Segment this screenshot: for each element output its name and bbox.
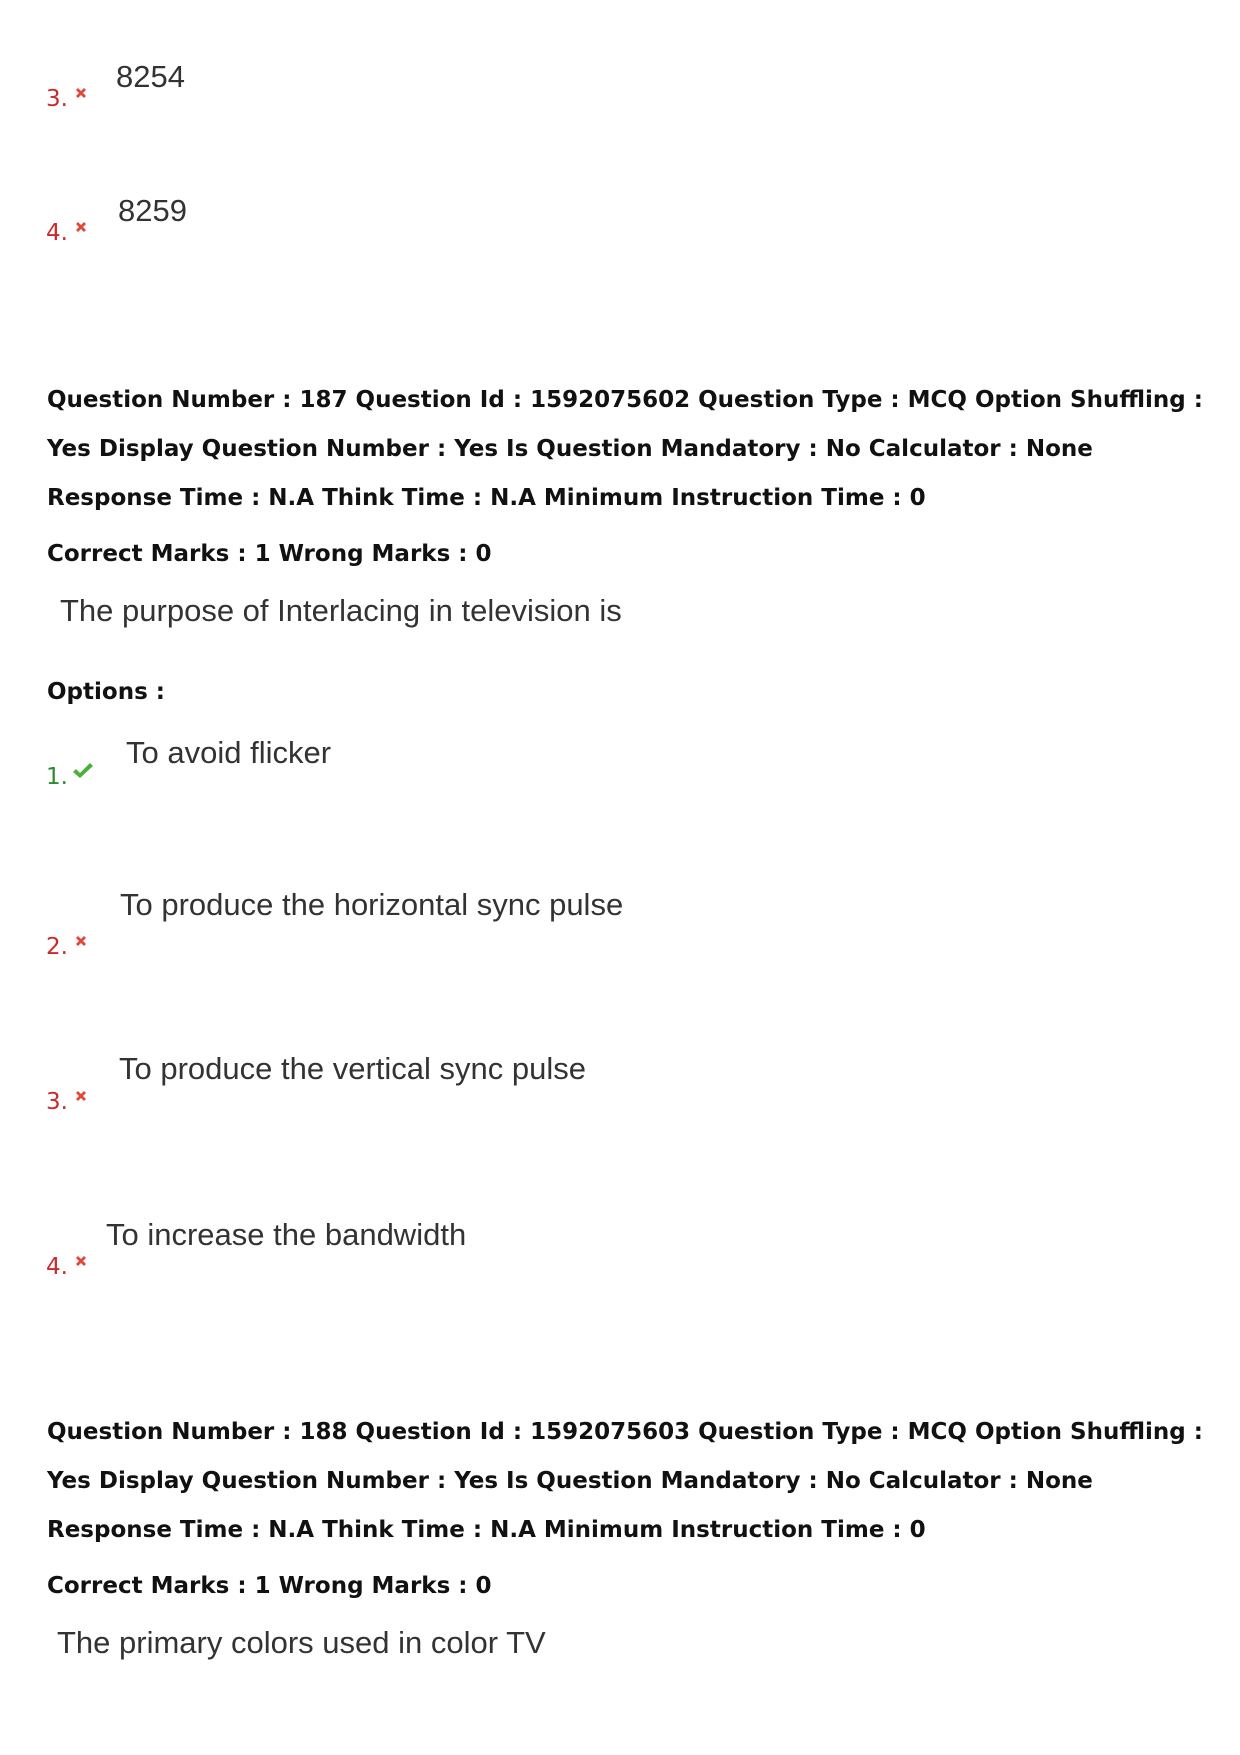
wrong-marks: 0 — [475, 541, 492, 567]
option-2-number: 2. — [46, 934, 68, 960]
prev-option-4-text: 8259 — [118, 193, 187, 228]
question-type: MCQ — [907, 1419, 967, 1445]
option-shuffling: Yes — [47, 1468, 91, 1494]
question-meta-188: Question Number : 188 Question Id : 1592075603 Question Type : MCQ Option Shuffling : Yes Display Question Number : Yes Is Question Mandatory : No Calculator : None Response Time : N.A Think Time : N.A Minimum Instruction Time : 0 — [47, 1419, 1203, 1543]
option-3-number: 3. — [46, 1089, 68, 1115]
cross-icon — [74, 1085, 88, 1108]
prev-option-3 — [46, 88, 88, 111]
wrong-marks: 0 — [475, 1573, 492, 1599]
option-4 — [46, 1256, 88, 1279]
question-id: 1592075603 — [530, 1419, 691, 1445]
option-2-text: To produce the horizontal sync pulse — [120, 887, 624, 922]
prev-option-3-text: 8254 — [116, 59, 185, 94]
question-type: MCQ — [907, 387, 967, 413]
cross-icon — [74, 216, 88, 239]
question-id: 1592075602 — [530, 387, 691, 413]
marks-line-187: Correct Marks : 1 Wrong Marks : 0 — [47, 541, 492, 567]
marks-line-188: Correct Marks : 1 Wrong Marks : 0 — [47, 1573, 492, 1599]
question-number: 187 — [299, 387, 348, 413]
option-3-text: To produce the vertical sync pulse — [119, 1051, 586, 1086]
option-1-number: 1. — [46, 764, 68, 790]
prev-option-4-number: 4. — [46, 220, 68, 246]
option-shuffling: Yes — [47, 436, 91, 462]
option-1-text: To avoid flicker — [126, 735, 332, 770]
option-1 — [46, 766, 94, 789]
question-meta-187: Question Number : 187 Question Id : 1592075602 Question Type : MCQ Option Shuffling : Yes Display Question Number : Yes Is Question Mandatory : No Calculator : None Response Time : N.A Think Time : N.A Minimum Instruction Time : 0 — [47, 387, 1203, 511]
check-icon — [72, 762, 94, 785]
question-number: 188 — [299, 1419, 348, 1445]
options-label: Options : — [47, 679, 165, 705]
option-4-text: To increase the bandwidth — [106, 1217, 467, 1252]
cross-icon — [74, 82, 88, 105]
question-text-188: The primary colors used in color TV — [57, 1625, 546, 1660]
option-2 — [46, 936, 88, 959]
option-4-number: 4. — [46, 1254, 68, 1280]
option-3 — [46, 1091, 88, 1114]
cross-icon — [74, 930, 88, 953]
question-text-187: The purpose of Interlacing in television is — [60, 593, 622, 628]
correct-marks: 1 — [254, 1573, 271, 1599]
cross-icon — [74, 1250, 88, 1273]
prev-option-3-number: 3. — [46, 86, 68, 112]
correct-marks: 1 — [254, 541, 271, 567]
prev-option-4 — [46, 222, 88, 245]
